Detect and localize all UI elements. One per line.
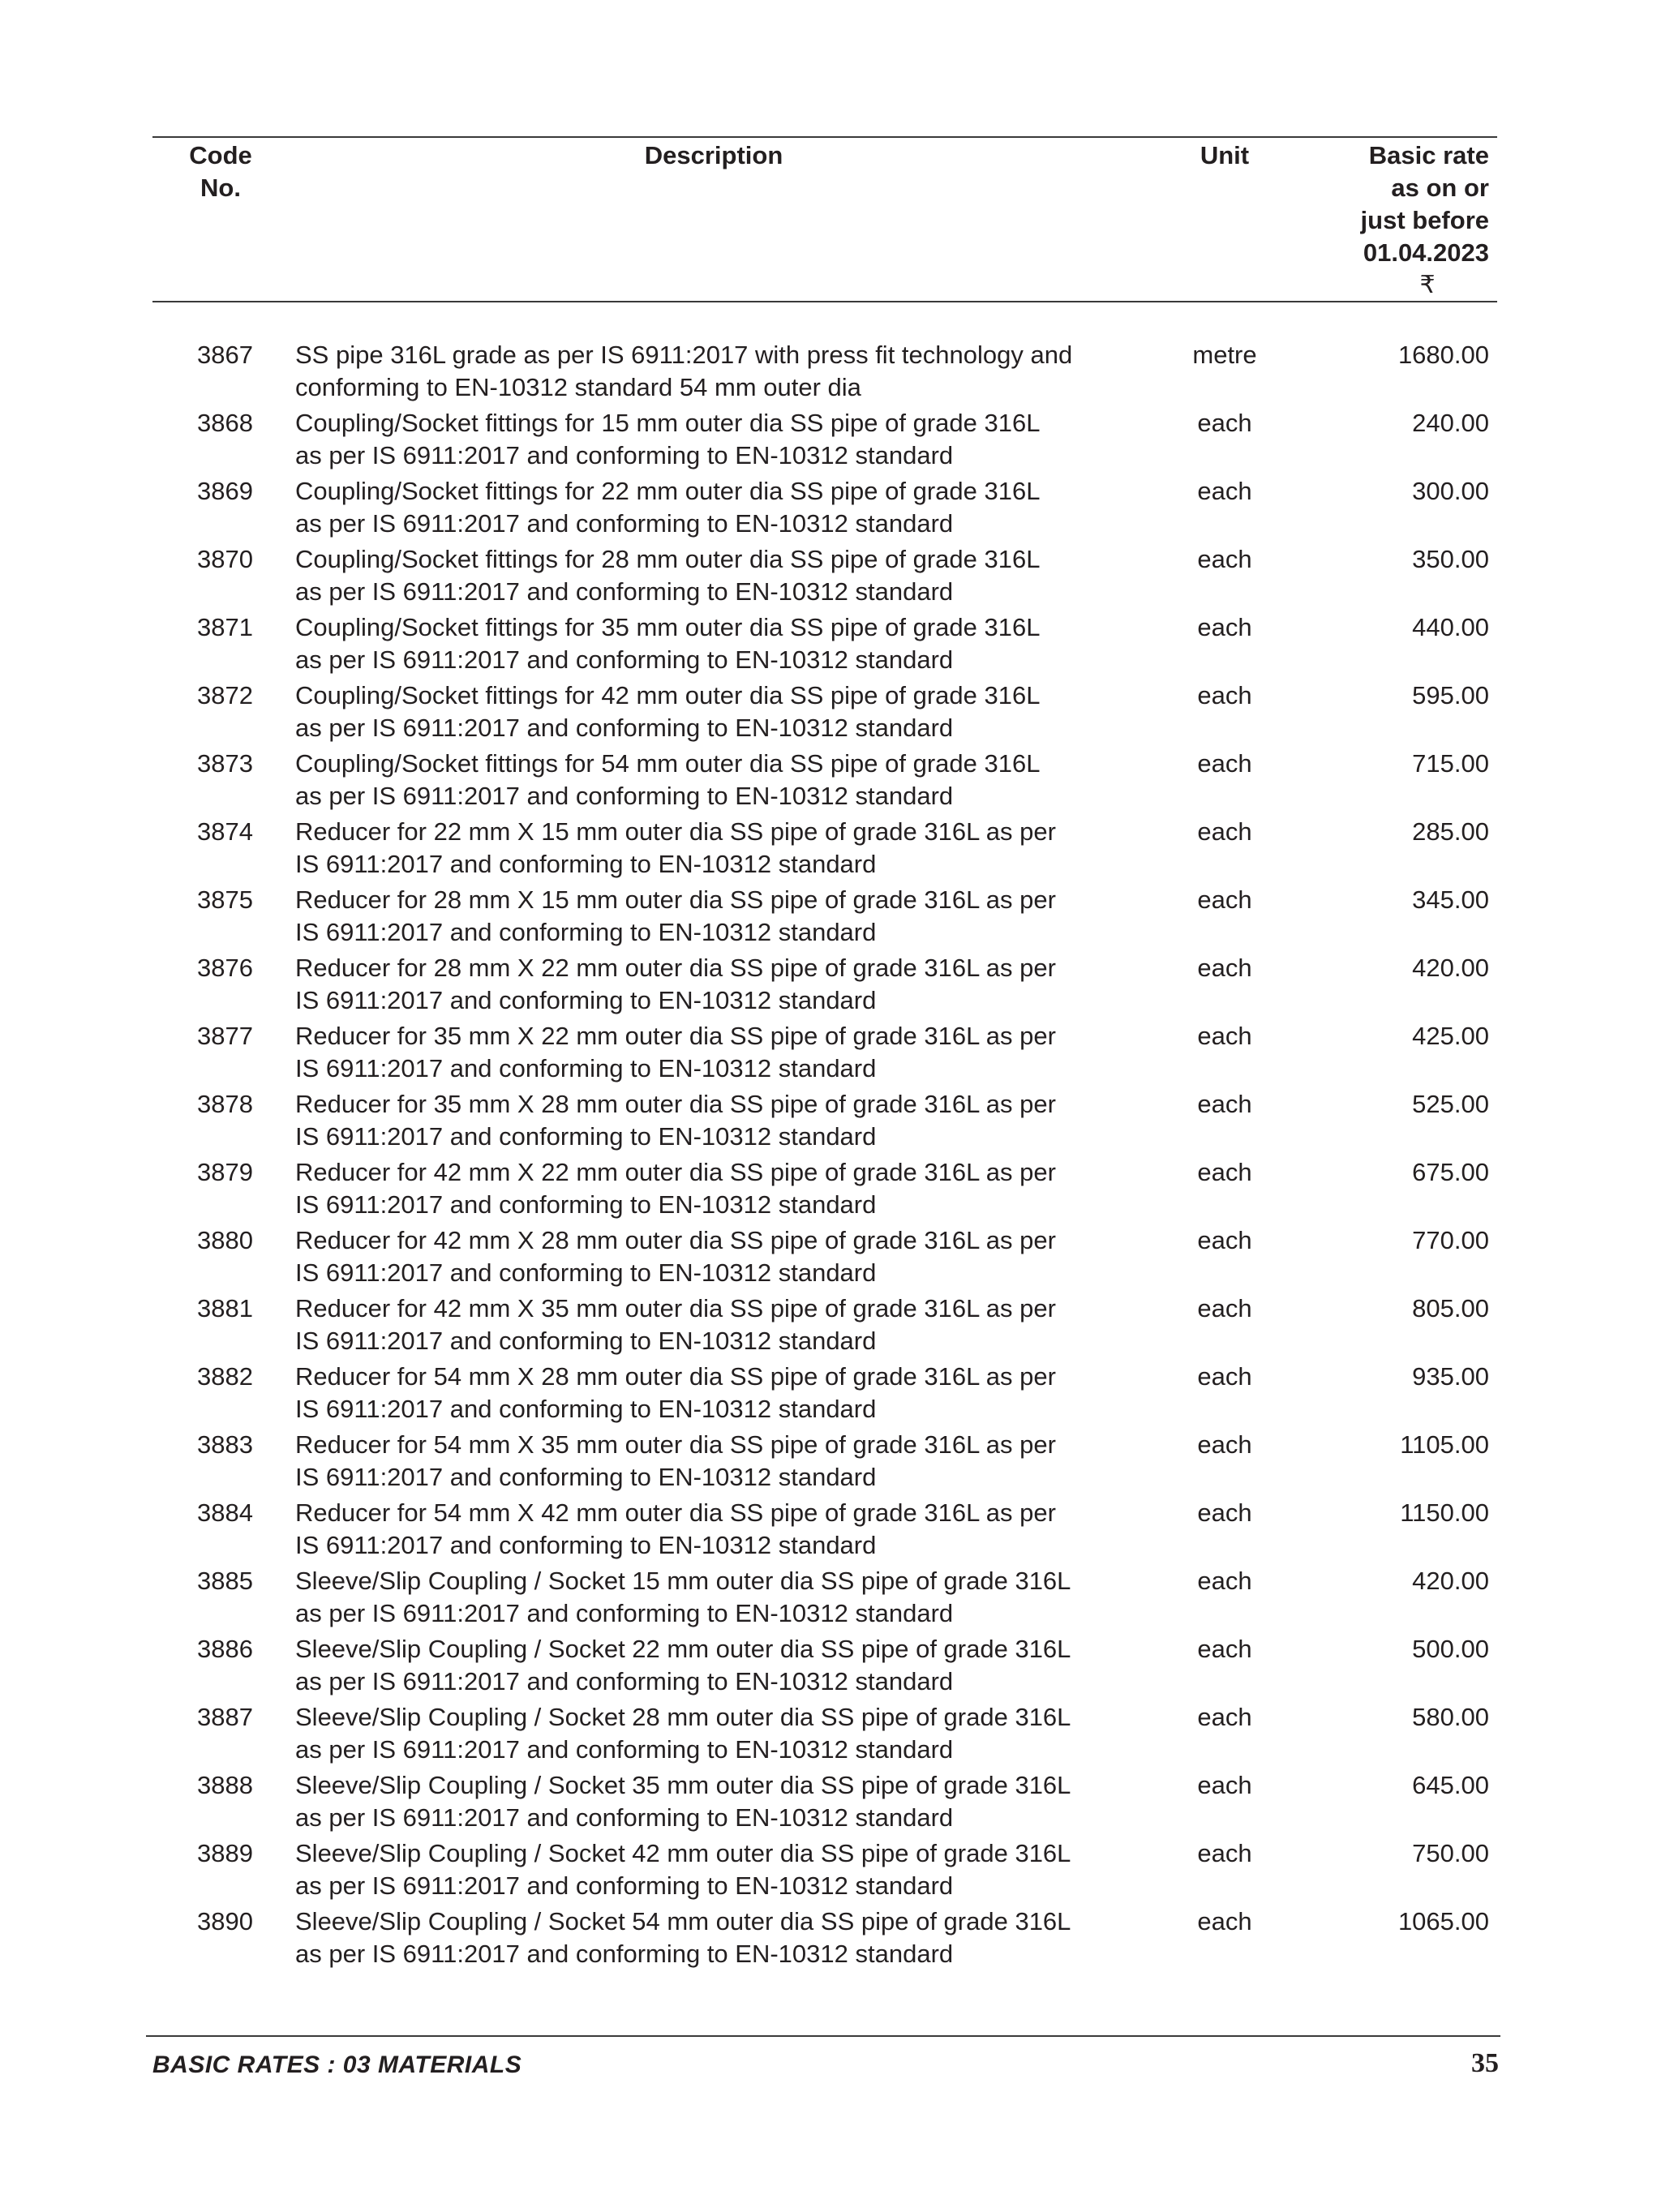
code-cell: 3889 (197, 1839, 253, 1867)
code-cell: 3877 (197, 1022, 253, 1050)
code-cell: 3883 (197, 1430, 253, 1459)
code-cell: 3875 (197, 885, 253, 914)
unit-cell: each (1197, 1771, 1252, 1799)
rate-cell: 285.00 (1412, 817, 1489, 846)
unit-cell: each (1197, 1294, 1252, 1322)
table-row (0, 339, 1661, 407)
header-unit: Unit (1200, 141, 1250, 169)
code-cell: 3876 (197, 954, 253, 982)
unit-cell: metre (1192, 341, 1257, 369)
table-row (0, 475, 1661, 543)
description-cell: Sleeve/Slip Coupling / Socket 28 mm outer dia SS pipe of grade 316L as per IS 6911:2017 and conforming to EN-10312 standard (295, 1703, 1071, 1764)
code-cell: 3873 (197, 749, 253, 778)
code-cell: 3867 (197, 341, 253, 369)
unit-cell: each (1197, 1226, 1252, 1254)
description-cell: Coupling/Socket fittings for 35 mm outer dia SS pipe of grade 316L as per IS 6911:2017 and conforming to EN-10312 standard (295, 613, 1041, 674)
code-cell: 3886 (197, 1635, 253, 1663)
rate-cell: 675.00 (1412, 1158, 1489, 1186)
unit-cell: each (1197, 409, 1252, 437)
unit-cell: each (1197, 477, 1252, 505)
table-row (0, 1292, 1661, 1361)
header-code: Code No. (189, 141, 252, 202)
unit-cell: each (1197, 1430, 1252, 1459)
description-cell: Coupling/Socket fittings for 54 mm outer dia SS pipe of grade 316L as per IS 6911:2017 and conforming to EN-10312 standard (295, 749, 1041, 810)
rate-cell: 1105.00 (1400, 1430, 1489, 1459)
description-cell: Sleeve/Slip Coupling / Socket 54 mm outer dia SS pipe of grade 316L as per IS 6911:2017 and conforming to EN-10312 standard (295, 1907, 1071, 1968)
code-cell: 3869 (197, 477, 253, 505)
description-cell: Reducer for 35 mm X 22 mm outer dia SS pipe of grade 316L as per IS 6911:2017 and conforming to EN-10312 standard (295, 1022, 1056, 1082)
table-row (0, 1769, 1661, 1837)
code-cell: 3870 (197, 545, 253, 573)
rate-cell: 500.00 (1412, 1635, 1489, 1663)
unit-cell: each (1197, 817, 1252, 846)
rate-cell: 525.00 (1412, 1090, 1489, 1118)
rate-cell: 750.00 (1412, 1839, 1489, 1867)
code-cell: 3884 (197, 1498, 253, 1527)
table-row (0, 884, 1661, 952)
rate-cell: 1680.00 (1397, 341, 1489, 369)
rate-cell: 240.00 (1412, 409, 1489, 437)
code-cell: 3868 (197, 409, 253, 437)
unit-cell: each (1197, 1498, 1252, 1527)
code-cell: 3887 (197, 1703, 253, 1731)
unit-cell: each (1197, 954, 1252, 982)
unit-cell: each (1197, 1703, 1252, 1731)
table-row (0, 1156, 1661, 1224)
description-cell: SS pipe 316L grade as per IS 6911:2017 with press fit technology and conforming to EN-10312 standard 54 mm outer dia (295, 341, 1073, 401)
code-cell: 3881 (197, 1294, 253, 1322)
description-cell: Coupling/Socket fittings for 28 mm outer dia SS pipe of grade 316L as per IS 6911:2017 and conforming to EN-10312 standard (295, 545, 1041, 606)
description-cell: Coupling/Socket fittings for 42 mm outer dia SS pipe of grade 316L as per IS 6911:2017 and conforming to EN-10312 standard (295, 681, 1041, 742)
rate-cell: 420.00 (1412, 954, 1489, 982)
description-cell: Reducer for 42 mm X 22 mm outer dia SS pipe of grade 316L as per IS 6911:2017 and conforming to EN-10312 standard (295, 1158, 1056, 1219)
code-cell: 3878 (197, 1090, 253, 1118)
footer-rule (146, 2035, 1500, 2037)
description-cell: Reducer for 28 mm X 22 mm outer dia SS pipe of grade 316L as per IS 6911:2017 and conforming to EN-10312 standard (295, 954, 1056, 1014)
code-cell: 3871 (197, 613, 253, 641)
table-row (0, 1905, 1661, 1974)
table-row (0, 543, 1661, 611)
code-cell: 3880 (197, 1226, 253, 1254)
code-cell: 3872 (197, 681, 253, 709)
rate-cell: 770.00 (1412, 1226, 1489, 1254)
code-cell: 3879 (197, 1158, 253, 1186)
rate-cell: 1150.00 (1400, 1498, 1489, 1527)
description-cell: Reducer for 42 mm X 35 mm outer dia SS pipe of grade 316L as per IS 6911:2017 and conforming to EN-10312 standard (295, 1294, 1056, 1355)
table-row (0, 1565, 1661, 1633)
table-row (0, 611, 1661, 679)
rate-cell: 645.00 (1412, 1771, 1489, 1799)
table-header-rule (152, 301, 1497, 302)
unit-cell: each (1197, 681, 1252, 709)
table-row (0, 407, 1661, 475)
unit-cell: each (1197, 1635, 1252, 1663)
unit-cell: each (1197, 613, 1252, 641)
table-row (0, 1020, 1661, 1088)
description-cell: Coupling/Socket fittings for 15 mm outer dia SS pipe of grade 316L as per IS 6911:2017 and conforming to EN-10312 standard (295, 409, 1041, 469)
description-cell: Sleeve/Slip Coupling / Socket 42 mm outer dia SS pipe of grade 316L as per IS 6911:2017 and conforming to EN-10312 standard (295, 1839, 1071, 1900)
rate-cell: 1065.00 (1397, 1907, 1489, 1935)
code-cell: 3874 (197, 817, 253, 846)
description-cell: Coupling/Socket fittings for 22 mm outer dia SS pipe of grade 316L as per IS 6911:2017 and conforming to EN-10312 standard (295, 477, 1041, 538)
rate-cell: 425.00 (1412, 1022, 1489, 1050)
table-body (0, 339, 1661, 1974)
table-row (0, 748, 1661, 816)
table-row (0, 1361, 1661, 1429)
description-cell: Reducer for 22 mm X 15 mm outer dia SS pipe of grade 316L as per IS 6911:2017 and conforming to EN-10312 standard (295, 817, 1056, 878)
unit-cell: each (1197, 545, 1252, 573)
unit-cell: each (1197, 1907, 1252, 1935)
rate-cell: 595.00 (1412, 681, 1489, 709)
table-row (0, 1701, 1661, 1769)
header-basic-rate: Basic rate as on or just before 01.04.2023 (1360, 141, 1489, 267)
code-cell: 3890 (197, 1907, 253, 1935)
description-cell: Sleeve/Slip Coupling / Socket 35 mm outer dia SS pipe of grade 316L as per IS 6911:2017 and conforming to EN-10312 standard (295, 1771, 1071, 1832)
rate-cell: 300.00 (1412, 477, 1489, 505)
description-cell: Sleeve/Slip Coupling / Socket 22 mm outer dia SS pipe of grade 316L as per IS 6911:2017 and conforming to EN-10312 standard (295, 1635, 1071, 1695)
table-row (0, 1633, 1661, 1701)
rate-cell: 715.00 (1412, 749, 1489, 778)
description-cell: Reducer for 54 mm X 42 mm outer dia SS pipe of grade 316L as per IS 6911:2017 and conforming to EN-10312 standard (295, 1498, 1056, 1559)
rate-cell: 580.00 (1412, 1703, 1489, 1731)
rate-cell: 345.00 (1412, 885, 1489, 914)
unit-cell: each (1197, 1090, 1252, 1118)
table-row (0, 816, 1661, 884)
table-top-rule (152, 136, 1497, 138)
table-row (0, 1429, 1661, 1497)
unit-cell: each (1197, 1839, 1252, 1867)
table-row (0, 679, 1661, 748)
header-currency-symbol: ₹ (1419, 272, 1436, 298)
rate-cell: 350.00 (1412, 545, 1489, 573)
code-cell: 3882 (197, 1362, 253, 1391)
description-cell: Reducer for 42 mm X 28 mm outer dia SS pipe of grade 316L as per IS 6911:2017 and conforming to EN-10312 standard (295, 1226, 1056, 1287)
table-row (0, 1088, 1661, 1156)
code-cell: 3888 (197, 1771, 253, 1799)
rate-cell: 935.00 (1412, 1362, 1489, 1391)
unit-cell: each (1197, 749, 1252, 778)
page-number: 35 (1471, 2048, 1499, 2078)
description-cell: Reducer for 28 mm X 15 mm outer dia SS pipe of grade 316L as per IS 6911:2017 and conforming to EN-10312 standard (295, 885, 1056, 946)
description-cell: Sleeve/Slip Coupling / Socket 15 mm outer dia SS pipe of grade 316L as per IS 6911:2017 and conforming to EN-10312 standard (295, 1567, 1071, 1627)
unit-cell: each (1197, 1158, 1252, 1186)
unit-cell: each (1197, 885, 1252, 914)
code-cell: 3885 (197, 1567, 253, 1595)
table-row (0, 952, 1661, 1020)
table-row (0, 1497, 1661, 1565)
rate-cell: 440.00 (1412, 613, 1489, 641)
description-cell: Reducer for 35 mm X 28 mm outer dia SS pipe of grade 316L as per IS 6911:2017 and conforming to EN-10312 standard (295, 1090, 1056, 1151)
unit-cell: each (1197, 1362, 1252, 1391)
unit-cell: each (1197, 1022, 1252, 1050)
description-cell: Reducer for 54 mm X 28 mm outer dia SS pipe of grade 316L as per IS 6911:2017 and conforming to EN-10312 standard (295, 1362, 1056, 1423)
footer-section-title: BASIC RATES : 03 MATERIALS (152, 2051, 522, 2078)
table-row (0, 1224, 1661, 1292)
rate-cell: 805.00 (1412, 1294, 1489, 1322)
description-cell: Reducer for 54 mm X 35 mm outer dia SS pipe of grade 316L as per IS 6911:2017 and conforming to EN-10312 standard (295, 1430, 1056, 1491)
table-row (0, 1837, 1661, 1905)
unit-cell: each (1197, 1567, 1252, 1595)
rate-cell: 420.00 (1412, 1567, 1489, 1595)
header-description: Description (644, 141, 783, 169)
